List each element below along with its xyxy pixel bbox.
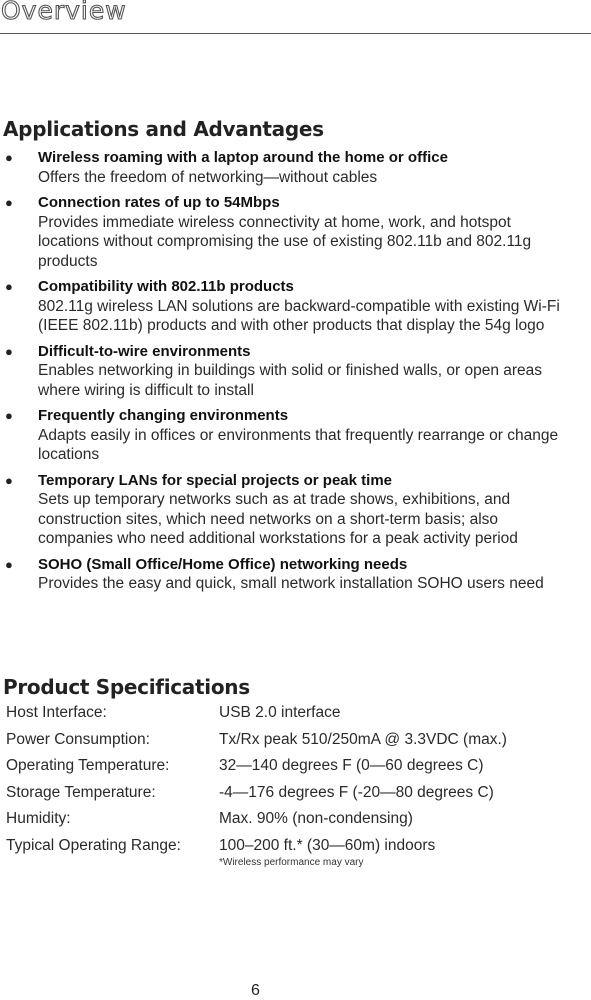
- list-item: [0, 148, 591, 187]
- bullet-icon: ●: [5, 279, 13, 294]
- item-description: Adapts easily in offices or environments that frequently rearrange or change locations: [38, 426, 559, 463]
- spec-label: Humidity:: [6, 810, 71, 827]
- spec-value: 100–200 ft.* (30—60m) indoors: [219, 836, 436, 854]
- item-title: Compatibility with 802.11b products: [38, 278, 294, 295]
- spec-label: Power Consumption:: [6, 730, 150, 748]
- bullet-icon: ●: [5, 408, 13, 423]
- table-row: [6, 809, 586, 836]
- list-item: [0, 277, 591, 336]
- specifications-table: [6, 703, 586, 862]
- item-title: SOHO (Small Office/Home Office) networking needs: [38, 555, 408, 573]
- item-description: 802.11g wireless LAN solutions are backward-compatible with existing Wi-Fi (IEEE 802.11b) products and with other products that display the 54g logo: [38, 297, 560, 334]
- spec-label: Storage Temperature:: [6, 783, 156, 801]
- specifications-heading: Product Specifications: [3, 675, 250, 699]
- bullet-icon: ●: [5, 195, 13, 210]
- item-title: Temporary LANs for special projects or peak time: [38, 471, 393, 489]
- applications-heading: Applications and Advantages: [3, 117, 324, 141]
- spec-value: Tx/Rx peak 510/250mA @ 3.3VDC (max.): [219, 730, 507, 748]
- item-description: Provides the easy and quick, small network installation SOHO users need: [38, 575, 544, 592]
- item-title: Wireless roaming with a laptop around the home or office: [38, 149, 448, 166]
- item-description: Provides immediate wireless connectivity at home, work, and hotspot locations without compromising the use of existing 802.11b and 802.11g products: [38, 213, 532, 270]
- spec-label: Host Interface:: [6, 704, 107, 721]
- list-item: [0, 555, 591, 594]
- list-item: [0, 406, 591, 465]
- header-divider: [0, 33, 591, 34]
- bullet-icon: ●: [5, 556, 13, 572]
- range-footnote: *Wireless performance may vary: [219, 857, 364, 868]
- item-description: Enables networking in buildings with solid or finished walls, or open areas where wiring is difficult to install: [38, 362, 543, 399]
- table-row: [6, 730, 586, 757]
- spec-value: -4—176 degrees F (-20—80 degrees C): [219, 783, 494, 801]
- bullet-icon: ●: [5, 343, 13, 359]
- page-number: 6: [251, 982, 260, 999]
- list-item: [0, 342, 591, 401]
- bullet-icon: ●: [5, 472, 13, 488]
- item-description: Offers the freedom of networking—without cables: [38, 168, 378, 186]
- page-title: Overview: [1, 0, 127, 25]
- table-row: [6, 756, 586, 783]
- spec-value: Max. 90% (non-condensing): [219, 810, 413, 827]
- spec-label: Operating Temperature:: [6, 757, 170, 774]
- table-row: [6, 703, 586, 730]
- spec-value: 32—140 degrees F (0—60 degrees C): [219, 757, 484, 774]
- spec-label: Typical Operating Range:: [6, 836, 181, 854]
- page-header: [0, 0, 591, 36]
- bullet-icon: ●: [5, 150, 13, 165]
- applications-list: [0, 148, 591, 600]
- item-title: Connection rates of up to 54Mbps: [38, 194, 280, 211]
- spec-value: USB 2.0 interface: [219, 704, 341, 721]
- list-item: [0, 471, 591, 549]
- table-row: [6, 783, 586, 810]
- item-title: Frequently changing environments: [38, 407, 289, 424]
- item-title: Difficult-to-wire environments: [38, 342, 251, 360]
- item-description: Sets up temporary networks such as at trade shows, exhibitions, and construction sites, which need networks on a short-term basis; also companies who need additional workstations for a peak activity period: [38, 491, 518, 547]
- list-item: [0, 193, 591, 271]
